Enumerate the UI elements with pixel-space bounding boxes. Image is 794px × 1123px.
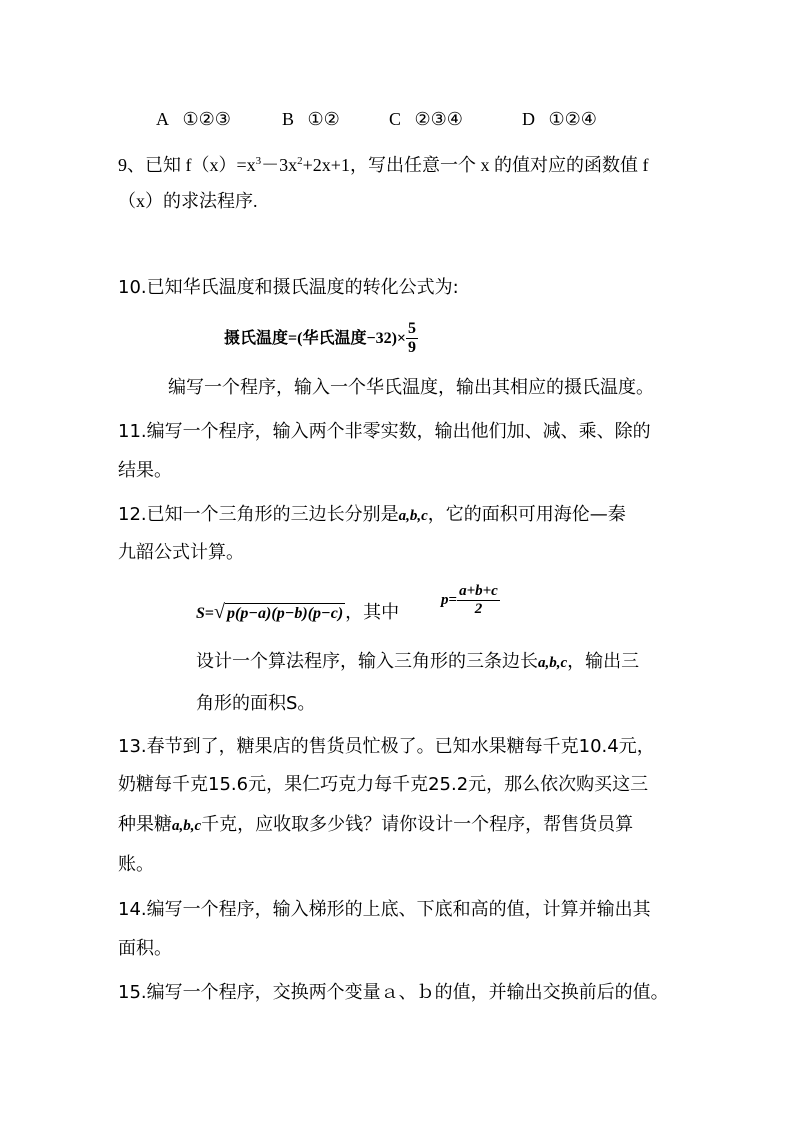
q12-p-formula: p= $\frac{a+b+c}{2}$: [441, 583, 498, 617]
q10-formula: 摄氏温度=(华氏温度−32)× $\frac{5}{9}$: [224, 320, 417, 356]
option-b: B ①②: [282, 109, 340, 129]
sqrt-sign: √: [214, 601, 226, 623]
q11-line1: 11.编写一个程序，输入两个非零实数，输出他们加、减、乘、除的: [118, 421, 651, 442]
q9-line1: 9、已知 $f(x)=x^3-3x^2+2x+1$，写出任意一个 x 的值对应的函数值 f: [118, 155, 649, 175]
option-c: C ②③④: [389, 109, 463, 129]
q10-line2: 编写一个程序，输入一个华氏温度，输出其相应的摄氏温度。: [168, 377, 654, 398]
q13-line2: 奶糖每千克15.6元，果仁巧克力每千克25.2元，那么依次购买这三: [118, 774, 649, 795]
q12-line1: 12.已知一个三角形的三边长分别是a,b,c，它的面积可用海伦—秦: [118, 504, 626, 525]
q13-line1: 13.春节到了，糖果店的售货员忙极了。已知水果糖每千克10.4元，: [118, 736, 655, 757]
p-fraction: $\frac{a+b+c}{2}$: [459, 583, 498, 617]
q10-fraction: $\frac{5}{9}$: [408, 320, 417, 356]
q12-heron-formula: S=√ p(p−a)(p−b)(p−c) ，其中: [196, 601, 400, 623]
q12-line3: 设计一个算法程序，输入三角形的三条边长a,b,c，输出三: [196, 651, 640, 672]
q9-line2: （x）的求法程序.: [118, 191, 258, 211]
q11-line2: 结果。: [118, 460, 172, 481]
q12-line2: 九韶公式计算。: [118, 542, 244, 563]
q12-line4: 角形的面积S。: [196, 693, 316, 714]
q10-line1: 10.已知华氏温度和摄氏温度的转化公式为:: [118, 277, 459, 298]
q14-line1: 14.编写一个程序，输入梯形的上底、下底和高的值，计算并输出其: [118, 899, 651, 920]
q13-line4: 账。: [118, 854, 154, 875]
option-d: D ①②④: [522, 109, 597, 129]
q14-line2: 面积。: [118, 938, 172, 959]
option-a: A ①②③: [156, 109, 231, 129]
q13-line3: 种果糖a,b,c千克，应收取多少钱？请你设计一个程序，帮售货员算: [118, 814, 634, 835]
q15-line1: 15.编写一个程序，交换两个变量ａ、ｂ的值，并输出交换前后的值。: [118, 982, 669, 1003]
